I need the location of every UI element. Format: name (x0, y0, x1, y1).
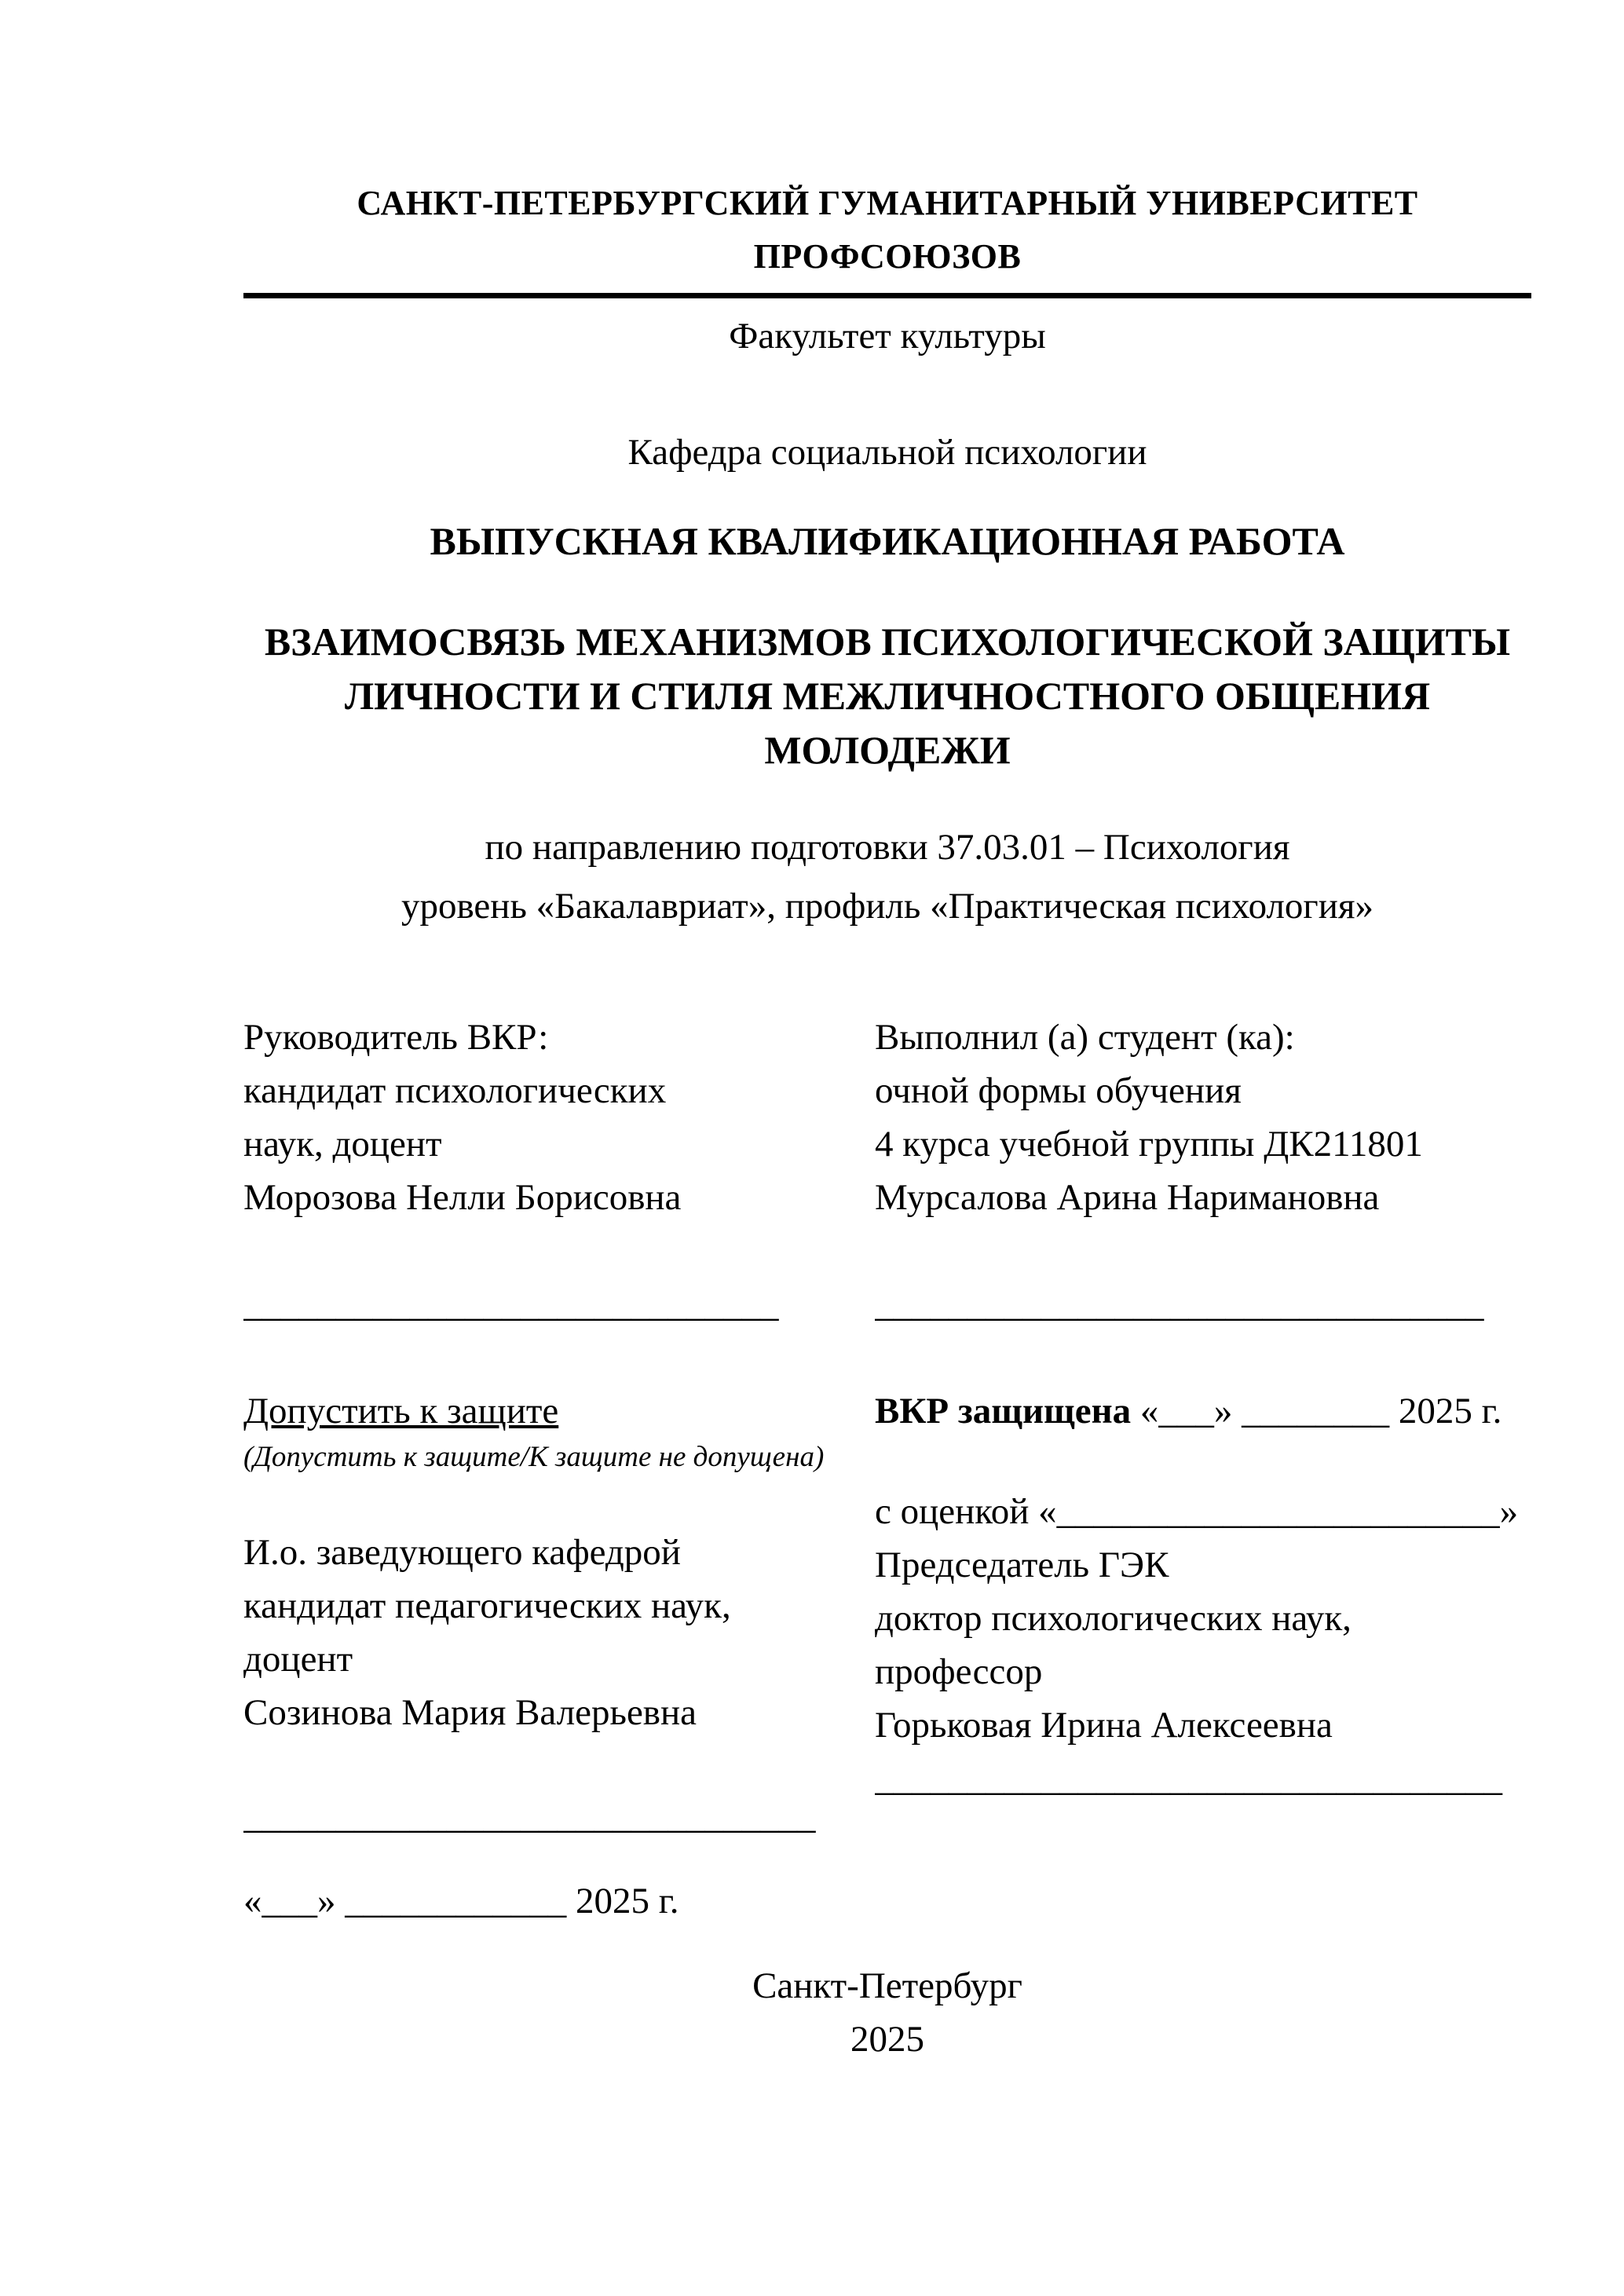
faculty-name: Факультет культуры (729, 316, 1046, 356)
defense-signature-line: __________________________________ (875, 1758, 1502, 1799)
admission-position-line-2: кандидат педагогических наук, (243, 1585, 731, 1626)
student-label: Выполнил (а) студент (ка): (875, 1017, 1295, 1058)
admission-date-line: «___» ____________ 2025 г. (243, 1881, 679, 1921)
student-study-form: очной формы обучения (875, 1070, 1242, 1111)
program-level: уровень «Бакалавриат», профиль «Практическая психология» (401, 886, 1373, 927)
spacer (243, 1843, 848, 1874)
program-info (243, 818, 1531, 936)
admission-signature-line: _______________________________ (243, 1796, 816, 1837)
program-direction: по направлению подготовки 37.03.01 – Психология (485, 827, 1290, 868)
work-type-heading: ВЫПУСКНАЯ КВАЛИФИКАЦИОННАЯ РАБОТА (430, 519, 1345, 563)
spacer (875, 1224, 1531, 1278)
supervisor-degree-line-2: наук, доцент (243, 1124, 442, 1164)
defense-grade-line: с оценкой «________________________» (875, 1491, 1519, 1532)
footer-year: 2025 (850, 2019, 924, 2060)
supervisor-signature-line: _____________________________ (243, 1284, 779, 1325)
supervisor-student-row (243, 1011, 1531, 1331)
admission-name: Созинова Мария Валерьевна (243, 1692, 697, 1733)
admission-block (243, 1384, 848, 1928)
admission-defense-row (243, 1384, 1531, 1928)
student-signature-line: _________________________________ (875, 1284, 1484, 1325)
thesis-title-line-3: МОЛОДЕЖИ (764, 728, 1011, 772)
gek-chair-rank: профессор (875, 1651, 1043, 1692)
thesis-title (243, 615, 1531, 777)
gek-chair-name: Горьковая Ирина Алексеевна (875, 1705, 1333, 1746)
defense-status-line (875, 1384, 1531, 1438)
supervisor-degree-line-1: кандидат психологических (243, 1070, 667, 1111)
supervisor-block (243, 1011, 848, 1331)
defense-status-rest: «___» ________ 2025 г. (1131, 1391, 1502, 1431)
student-name: Мурсалова Арина Наримановна (875, 1177, 1380, 1218)
supervisor-name: Морозова Нелли Борисовна (243, 1177, 682, 1218)
spacer (243, 1224, 848, 1278)
footer (243, 1959, 1531, 2066)
student-group-line: 4 курса учебной группы ДК211801 (875, 1124, 1423, 1164)
admission-position-line-1: И.о. заведующего кафедрой (243, 1532, 681, 1573)
admission-heading: Допустить к защите (243, 1391, 559, 1431)
department-name: Кафедра социальной психологии (627, 432, 1147, 473)
gek-chair-degree: доктор психологических наук, (875, 1598, 1352, 1639)
admission-note: (Допустить к защите/К защите не допущена) (243, 1441, 825, 1473)
admission-heading-line (243, 1384, 848, 1438)
university-name: САНКТ-ПЕТЕРБУРГСКИЙ ГУМАНИТАРНЫЙ УНИВЕРСИТЕТ ПРОФСОЮЗОВ (243, 177, 1531, 298)
defense-block (875, 1384, 1531, 1928)
thesis-title-line-2: ЛИЧНОСТИ И СТИЛЯ МЕЖЛИЧНОСТНОГО ОБЩЕНИЯ (344, 674, 1431, 718)
spacer (243, 1477, 848, 1526)
spacer (243, 1739, 848, 1790)
defense-status-bold: ВКР защищена (875, 1391, 1132, 1431)
admission-position-line-3: доцент (243, 1639, 353, 1680)
student-block (875, 1011, 1531, 1331)
supervisor-label: Руководитель ВКР: (243, 1017, 549, 1058)
gek-chair-label: Председатель ГЭК (875, 1545, 1169, 1585)
thesis-title-line-1: ВЗАИМОСВЯЗЬ МЕХАНИЗМОВ ПСИХОЛОГИЧЕСКОЙ ЗАЩИТЫ (264, 620, 1511, 664)
spacer (875, 1438, 1531, 1485)
footer-city: Санкт-Петербург (752, 1965, 1022, 2006)
